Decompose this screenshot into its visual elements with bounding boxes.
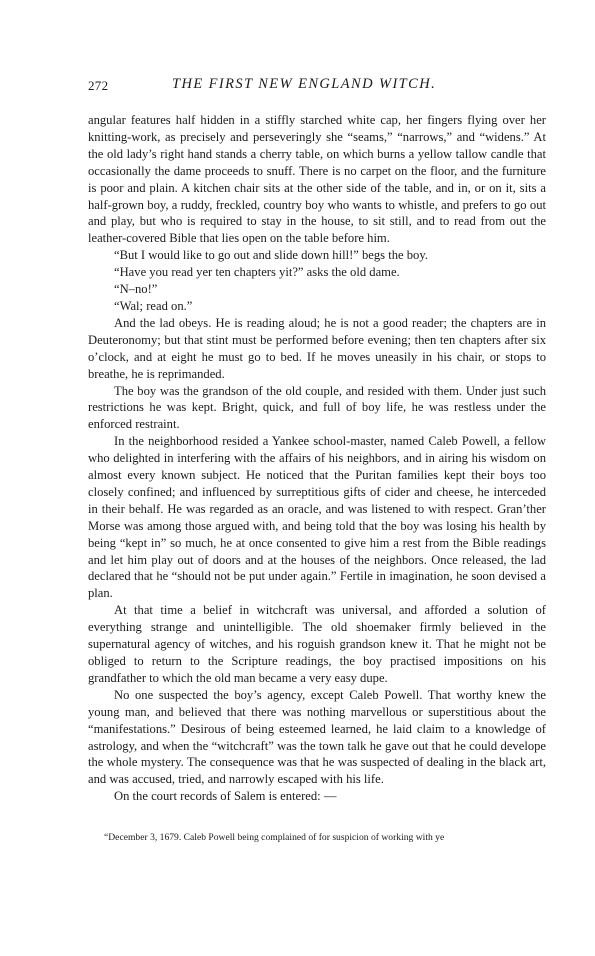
paragraph: “Wal; read on.” [114,298,193,313]
paragraph: “N–no!” [114,282,158,297]
paragraph: On the court records of Salem is entered: — [114,789,337,804]
paragraph: “But I would like to go out and slide down hill!” begs the boy. [114,248,428,263]
paragraph: No one suspected the boy’s agency, except Caleb Powell. That worthy knew the young man, and believed that there was nothing marvellous or superstitious about the “manifestations.” Desirous of being esteemed learned, he laid claim to a knowledge of astrology, and when the “witchcraft” was the town talk he gave out that he could develope the whole mystery. The consequence was that he was suspected of dealing in the black art, and was accused, tried, and narrowly escaped with his life. [88,687,546,787]
paragraph: The boy was the grandson of the old couple, and resided with them. Under just such restrictions he was kept. Bright, quick, and full of boy life, he was restless under the enforced restraint. [88,383,546,432]
paragraph: In the neighborhood resided a Yankee school-master, named Caleb Powell, a fellow who delighted in interfering with the affairs of his neighbors, and in airing his wisdom on almost every known subject. He noticed that the Puritan families kept their boys too closely confined; and influenced by surreptitious gifts of cider and cheese, he interceded in their behalf. He was regarded as an oracle, and was listened to with respect. Gran’ther Morse was among those argued with, and being told that the boy was losing his health by being “kept in” so much, he at once consented to give him a rest from the Bible readings and let him play out of doors and at the houses of the neighbors. Once released, the lad declared that he “should not be put under again.” Fertile in imagination, he soon devised a plan. [88,434,546,601]
running-title: THE FIRST NEW ENGLAND WITCH. [172,76,437,92]
paragraph: At that time a belief in witchcraft was universal, and afforded a solution of everything strange and unintelligible. The old shoemaker firmly believed in the supernatural agency of witches, and his roguish grandson knew it. That he might not be obliged to return to the Scripture readings, the boy practised impositions on his grandfather to which the old man became a very easy dupe. [88,603,546,685]
quoted-record: “December 3, 1679. Caleb Powell being complained of for suspicion of working with ye [104,832,445,843]
paragraph: angular features half hidden in a stiffly starched white cap, her fingers flying over her knitting-work, as precisely and perseveringly she “seams,” “narrows,” and “widens.” At the old lady’s right hand stands a cherry table, on which burns a yellow tallow candle that occasionally the dame proceeds to snuff. There is no carpet on the floor, and the furniture is poor and plain. A kitchen chair sits at the other side of the table, and in, or on it, sits a half-grown boy, a ruddy, freckled, country boy who wants to whistle, and prefers to go out and play, but who is required to stay in the house, to sit still, and to read from out the leather-covered Bible that lies open on the table before him. [88,113,546,246]
page-header [88,76,535,96]
page-number: 272 [88,78,109,93]
paragraph: And the lad obeys. He is reading aloud; he is not a good reader; the chapters are in Deuteronomy; but that stint must be performed before evening; then ten chapters after six o’clock, and at eight he must go to bed. If he moves uneasily in his chair, or stops to breathe, he is reprimanded. [88,315,546,381]
body-text [88,112,546,805]
paragraph: “Have you read yer ten chapters yit?” asks the old dame. [114,265,400,280]
